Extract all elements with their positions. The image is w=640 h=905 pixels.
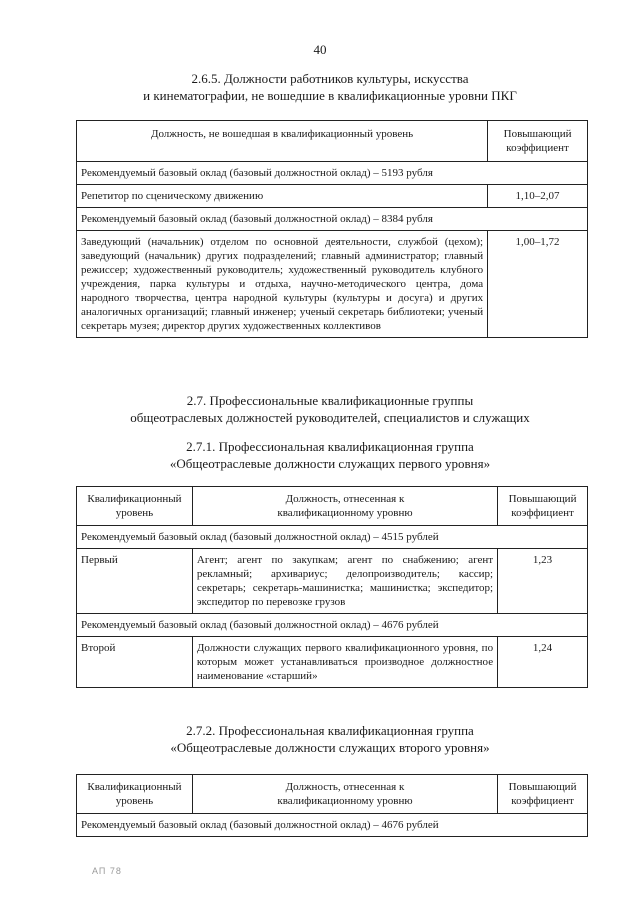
- section-2-6-5-title: [60, 70, 600, 104]
- page-number: 40: [313, 42, 327, 57]
- header-coefficient: Повышающий коэффициент: [498, 775, 588, 814]
- salary-row: [77, 162, 588, 185]
- footer-mark: АП 78: [92, 866, 122, 876]
- section-2-7-1-title: [60, 438, 600, 472]
- section-title-line: общеотраслевых должностей руководителей, специалистов и служащих: [130, 410, 530, 425]
- coefficient-cell: 1,23: [498, 549, 588, 614]
- section-title-line: 2.6.5. Должности работников культуры, искусства: [191, 71, 469, 86]
- table-row: [77, 185, 588, 208]
- position-cell: Репетитор по сценическому движению: [77, 185, 488, 208]
- section-2-7-title: [60, 392, 600, 426]
- table-header-row: [77, 121, 588, 162]
- salary-row: [77, 614, 588, 637]
- position-cell: Заведующий (начальник) отделом по основной деятельности, службой (цехом); заведующий (начальник) других подразделений; главный администратор; главный режиссер; художественный руководитель; художественный руководитель клубного учреждения, парка культуры и отдыха, научно-методического центра, дома народного творчества, центра народной культуры (культуры и досуга) и других аналогичных организаций; главный инженер; ученый секретарь библиотеки; ученый секретарь музея; директор других художественных коллективов: [77, 231, 488, 338]
- section-title-line: 2.7.1. Профессиональная квалификационная группа: [186, 439, 474, 454]
- level-cell: Второй: [77, 637, 193, 688]
- salary-text: Рекомендуемый базовый оклад (базовый должностной оклад) – 4676 рублей: [77, 814, 588, 837]
- section-title-line: 2.7.2. Профессиональная квалификационная группа: [186, 723, 474, 738]
- header-coefficient: Повышающий коэффициент: [488, 121, 588, 162]
- coefficient-cell: 1,24: [498, 637, 588, 688]
- salary-row: [77, 814, 588, 837]
- header-position: Должность, отнесенная к квалификационному уровню: [192, 487, 497, 526]
- table-2-7-2: [76, 774, 588, 837]
- table-header-row: [77, 487, 588, 526]
- salary-text: Рекомендуемый базовый оклад (базовый должностной оклад) – 8384 рубля: [77, 208, 588, 231]
- position-cell: Должности служащих первого квалификационного уровня, по которым может устанавливаться производное должностное наименование «старший»: [192, 637, 497, 688]
- salary-text: Рекомендуемый базовый оклад (базовый должностной оклад) – 5193 рубля: [77, 162, 588, 185]
- salary-text: Рекомендуемый базовый оклад (базовый должностной оклад) – 4676 рублей: [77, 614, 588, 637]
- table-row: [77, 231, 588, 338]
- table-row: [77, 549, 588, 614]
- salary-text: Рекомендуемый базовый оклад (базовый должностной оклад) – 4515 рублей: [77, 526, 588, 549]
- table-header-row: [77, 775, 588, 814]
- coefficient-cell: 1,10–2,07: [488, 185, 588, 208]
- salary-row: [77, 208, 588, 231]
- table-2-6-5: [76, 120, 588, 338]
- header-level: Квалификационный уровень: [77, 775, 193, 814]
- level-cell: Первый: [77, 549, 193, 614]
- table-row: [77, 637, 588, 688]
- section-title-line: и кинематографии, не вошедшие в квалификационные уровни ПКГ: [143, 88, 517, 103]
- table-2-7-1: [76, 486, 588, 688]
- salary-row: [77, 526, 588, 549]
- header-position: Должность, не вошедшая в квалификационный уровень: [77, 121, 488, 162]
- position-cell: Агент; агент по закупкам; агент по снабжению; агент рекламный; архивариус; делопроизводитель; кассир; секретарь; секретарь-машинистка; машинистка; экспедитор; экспедитор по перевозке грузов: [192, 549, 497, 614]
- header-position: Должность, отнесенная к квалификационному уровню: [192, 775, 497, 814]
- section-title-line: 2.7. Профессиональные квалификационные группы: [186, 393, 474, 408]
- header-coefficient: Повышающий коэффициент: [498, 487, 588, 526]
- coefficient-cell: 1,00–1,72: [488, 231, 588, 338]
- header-level: Квалификационный уровень: [77, 487, 193, 526]
- section-title-line: «Общеотраслевые должности служащих второго уровня»: [170, 740, 490, 755]
- section-2-7-2-title: [60, 722, 600, 756]
- section-title-line: «Общеотраслевые должности служащих первого уровня»: [169, 456, 491, 471]
